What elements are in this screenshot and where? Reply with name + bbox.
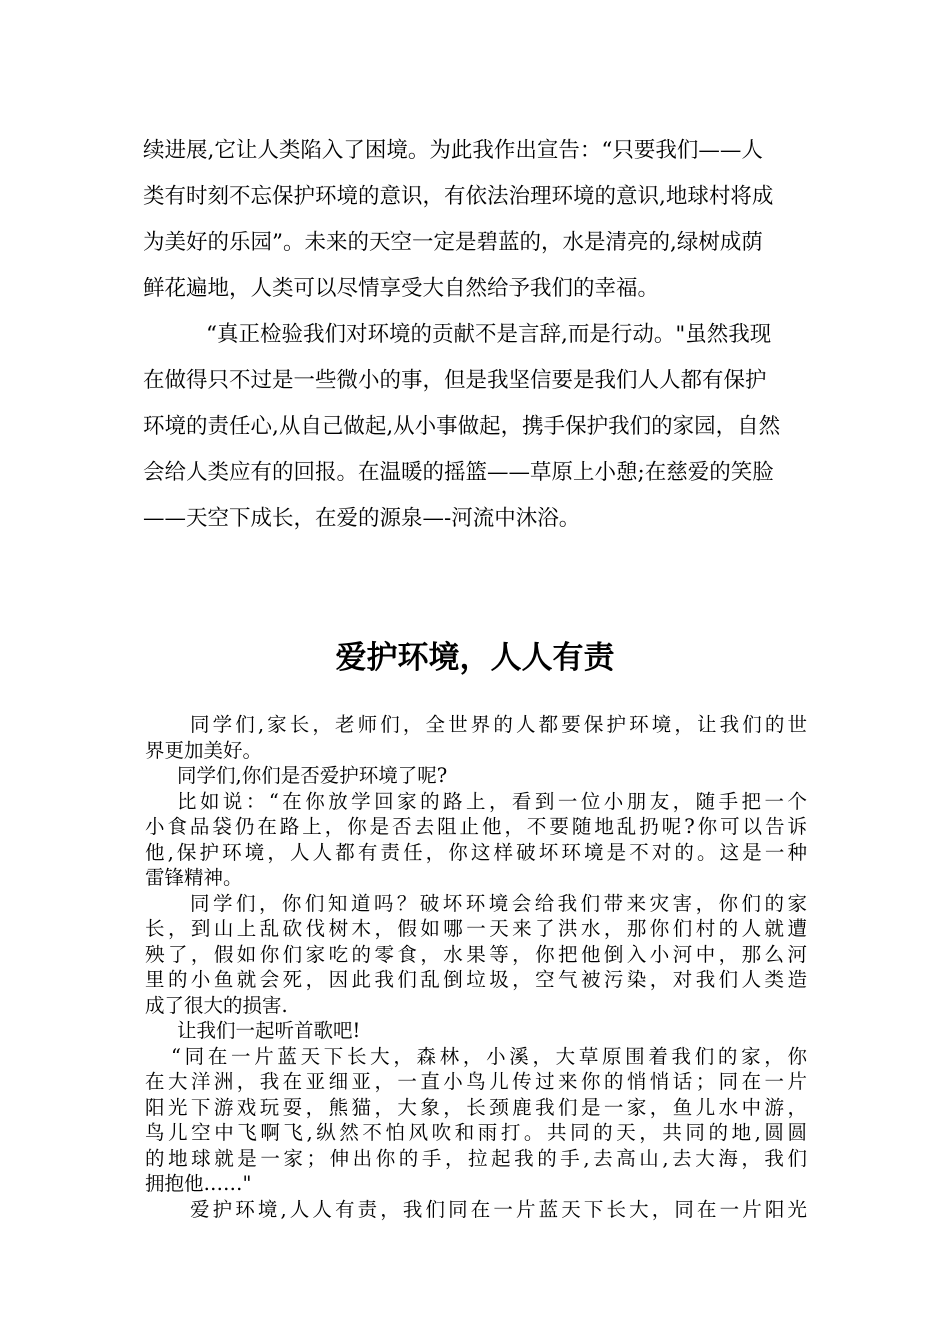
- paragraph-line: 界更加美好。: [145, 738, 263, 762]
- paragraph-line: 环境的责任心,从自己做起,从小事做起，携手保护我们的家园，自然: [143, 414, 781, 439]
- paragraph-line: 鲜花遍地，人类可以尽情享受大自然给予我们的幸福。: [143, 276, 660, 301]
- paragraph-line: 同学们,你们是否爱护环境了呢?: [177, 764, 448, 787]
- paragraph-line: 会给人类应有的回报。在温暖的摇篮——草原上小憩;在慈爱的笑脸: [143, 460, 774, 485]
- paragraph-line: 类有时刻不忘保护环境的意识，有依法治理环境的意识,地球村将成: [143, 184, 774, 209]
- essay-continuation: [143, 133, 808, 547]
- paragraph-line: 阳光下游戏玩耍，熊猫，大象，长颈鹿我们是一家，鱼儿水中游，: [145, 1095, 807, 1119]
- paragraph-line: 在大洋洲，我在亚细亚，一直小鸟儿传过来你的悄悄话；同在一片: [145, 1070, 807, 1093]
- paragraph-line: 在做得只不过是一些微小的事，但是我坚信要是我们人人都有保护: [143, 368, 767, 393]
- paragraph-line: 比如说：“在你放学回家的路上，看到一位小朋友，随手把一个: [177, 789, 807, 813]
- paragraph-line: “真正检验我们对环境的贡献不是言辞,而是行动。"虽然我现: [206, 322, 772, 347]
- paragraph-line: 同学们，你们知道吗？破坏环境会给我们带来灾害，你们的家: [190, 891, 807, 915]
- paragraph-line: 成了很大的损害.: [145, 993, 288, 1017]
- paragraph-line: “同在一片蓝天下长大，森林，小溪，大草原围着我们的家，你: [171, 1044, 807, 1068]
- paragraph-line: 殃了，假如你们家吃的零食，水果等，你把他倒入小河中，那么河: [145, 942, 807, 966]
- paragraph-line: 同学们,家长，老师们，全世界的人都要保护环境，让我们的世: [190, 713, 807, 736]
- paragraph-line: 雷锋精神。: [145, 866, 243, 889]
- paragraph-line: ——天空下成长，在爱的源泉—-河流中沐浴。: [143, 506, 581, 531]
- paragraph-line: 的地球就是一家；伸出你的手，拉起我的手,去高山,去大海，我们: [145, 1146, 807, 1170]
- paragraph-line: 拥抱他……": [145, 1172, 252, 1195]
- paragraph-line: 长，到山上乱砍伐树木，假如哪一天来了洪水，那你们村的人就遭: [145, 917, 807, 940]
- paragraph-line: 续进展,它让人类陷入了困境。为此我作出宣告：“只要我们——人: [143, 138, 763, 163]
- paragraph-line: 让我们一起听首歌吧!: [177, 1019, 361, 1042]
- paragraph-line: 里的小鱼就会死，因此我们乱倒垃圾，空气被污染，对我们人类造: [145, 968, 807, 991]
- paragraph-line: 他,保护环境，人人都有责任，你这样破坏环境是不对的。这是一种: [145, 840, 807, 864]
- paragraph-line: 鸟儿空中飞啊飞,纵然不怕风吹和雨打。共同的天，共同的地,圆圆: [145, 1121, 807, 1144]
- paragraph-line: 爱护环境,人人有责，我们同在一片蓝天下长大，同在一片阳光: [190, 1197, 807, 1221]
- paragraph-line: 小食品袋仍在路上，你是否去阻止他，不要随地乱扔呢?你可以告诉: [145, 815, 807, 838]
- article-title: 爱护环境，人人有责: [335, 640, 615, 676]
- paragraph-line: 为美好的乐园”。未来的天空一定是碧蓝的，水是清亮的,绿树成荫: [143, 230, 763, 255]
- article-body: [145, 712, 807, 1222]
